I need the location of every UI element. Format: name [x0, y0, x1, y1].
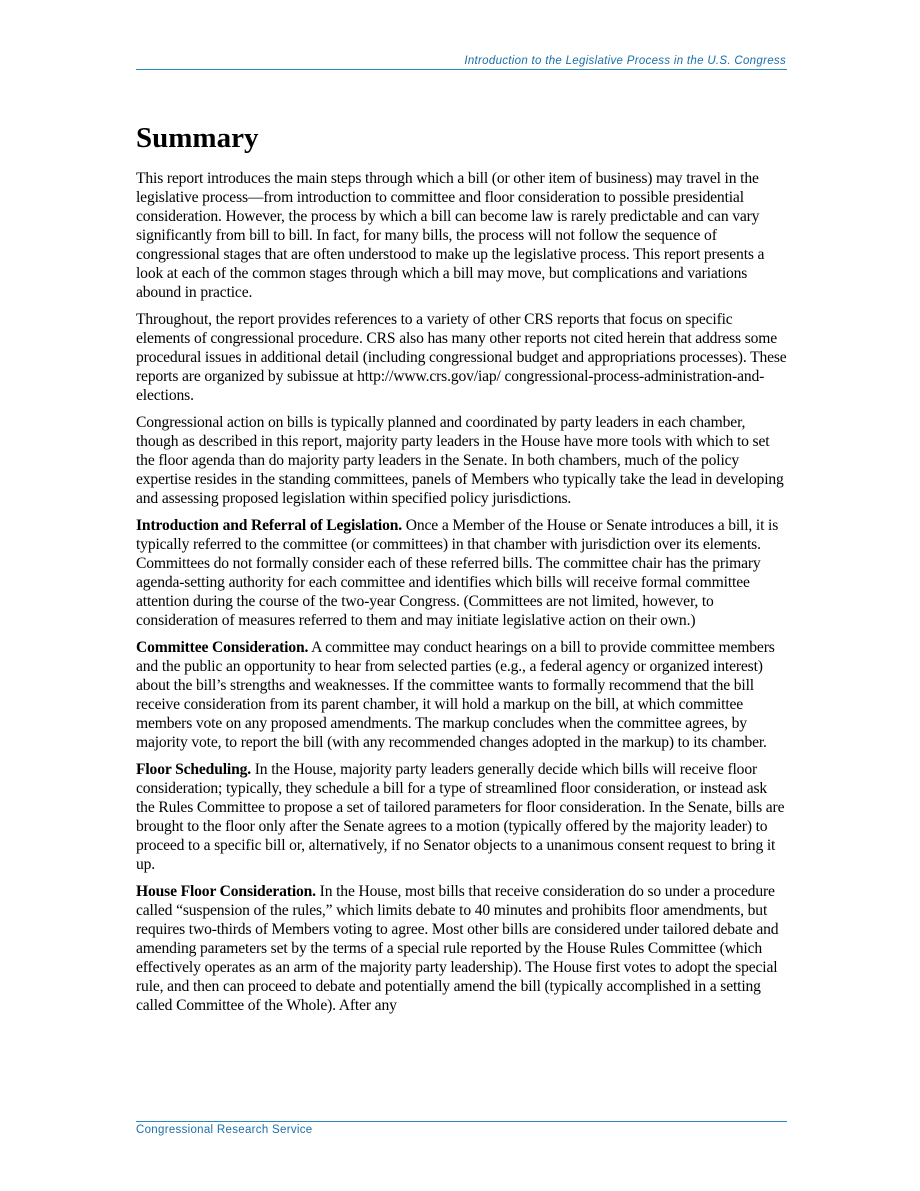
summary-body [136, 169, 788, 1023]
paragraph-floor-scheduling-text: In the House, majority party leaders generally decide which bills will receive floor consideration; typically, they schedule a bill for a type of streamlined floor consideration, or instead ask the Rules Committee to propose a set of tailored parameters for floor consideration. In the Senate, bills are brought to the floor only after the Senate agrees to a motion (typically offered by the majority leader) to proceed to a specific bill or, alternatively, if no Senator objects to a unanimous consent request to bring it up. [136, 761, 785, 873]
paragraph-party-leaders [136, 413, 788, 508]
paragraph-introduction-referral-heading: Introduction and Referral of Legislation. [136, 517, 403, 534]
paragraph-introduction-referral-text: Once a Member of the House or Senate introduces a bill, it is typically referred to the committee (or committees) in that chamber with jurisdiction over its elements. Committees do not formally consider each of these referred bills. The committee chair has the primary agenda-setting authority for each committee and identifies which bills will receive formal committee attention during the course of the two-year Congress. (Committees are not limited, however, to consideration of measures referred to them and may initiate legislative action on their own.) [136, 517, 779, 629]
paragraph-committee-consideration [136, 638, 788, 752]
header-rule [136, 69, 787, 70]
paragraph-overview-text: This report introduces the main steps through which a bill (or other item of business) may travel in the legislative process—from introduction to committee and floor consideration to possible presidential consideration. However, the process by which a bill can become law is rarely predictable and can vary significantly from bill to bill. In fact, for many bills, the process will not follow the sequence of congressional stages that are often understood to make up the legislative process. This report presents a look at each of the common stages through which a bill may move, but complications and variations abound in practice. [136, 170, 765, 301]
paragraph-overview [136, 169, 788, 302]
paragraph-references [136, 310, 788, 405]
footer-rule [136, 1121, 787, 1122]
paragraph-party-leaders-text: Congressional action on bills is typically planned and coordinated by party leaders in each chamber, though as described in this report, majority party leaders in the House have more tools with which to set the floor agenda than do majority party leaders in the Senate. In both chambers, much of the policy expertise resides in the standing committees, panels of Members who typically take the lead in developing and assessing proposed legislation within specified policy jurisdictions. [136, 414, 784, 507]
paragraph-introduction-referral [136, 516, 788, 630]
paragraph-references-text: Throughout, the report provides references to a variety of other CRS reports that focus on specific elements of congressional procedure. CRS also has many other reports not cited herein that address some procedural issues in additional detail (including congressional budget and appropriations processes). These reports are organized by subissue at http://www.crs.gov/iap/ congressional-process-administration-and-elections. [136, 311, 787, 404]
paragraph-committee-consideration-text: A committee may conduct hearings on a bill to provide committee members and the public an opportunity to hear from selected parties (e.g., a federal agency or organized interest) about the bill’s strengths and weaknesses. If the committee wants to formally recommend that the bill receive consideration from its parent chamber, it will hold a markup on the bill, at which committee members vote on any proposed amendments. The markup concludes when the committee agrees, by majority vote, to report the bill (with any recommended changes adopted in the markup) to its chamber. [136, 639, 775, 751]
footer-publisher: Congressional Research Service [136, 1124, 313, 1136]
section-title: Summary [136, 122, 259, 154]
paragraph-floor-scheduling-heading: Floor Scheduling. [136, 761, 252, 778]
paragraph-house-floor-text: In the House, most bills that receive consideration do so under a procedure called “suspension of the rules,” which limits debate to 40 minutes and prohibits floor amendments, but requires two-thirds of Members voting to agree. Most other bills are considered under tailored debate and amending parameters set by the terms of a special rule reported by the House Rules Committee (which effectively operates as an arm of the majority party leadership). The House first votes to adopt the special rule, and then can proceed to debate and potentially amend the bill (typically accomplished in a setting called Committee of the Whole). After any [136, 883, 779, 1014]
running-header: Introduction to the Legislative Process in the U.S. Congress [464, 55, 786, 67]
paragraph-house-floor [136, 882, 788, 1015]
paragraph-committee-consideration-heading: Committee Consideration. [136, 639, 309, 656]
paragraph-house-floor-heading: House Floor Consideration. [136, 883, 316, 900]
paragraph-floor-scheduling [136, 760, 788, 874]
